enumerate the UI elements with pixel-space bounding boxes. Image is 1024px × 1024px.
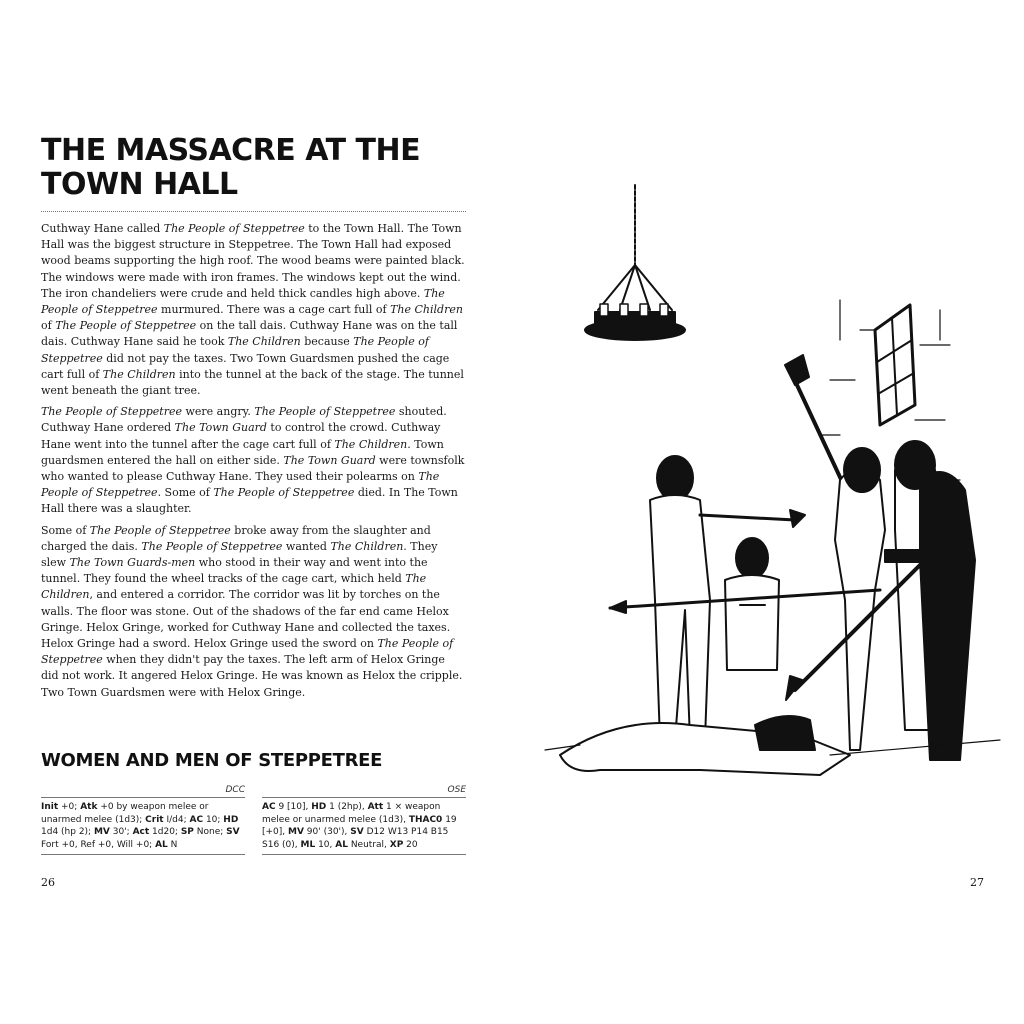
stat-key: SV bbox=[226, 827, 240, 837]
text-run: because bbox=[300, 335, 354, 349]
italic-run: The People of Steppetree bbox=[213, 486, 355, 500]
text-run: when they didn't pay the taxes. The left arm of Helox Gringe did not work. It angered Helox Gringe. He was known as Helox the cripple. Two Town Guardsmen were with Helox Gringe. bbox=[41, 653, 463, 699]
italic-run: The People of Steppetree bbox=[254, 405, 396, 419]
stat-key: AL bbox=[335, 839, 348, 850]
stat-key: AC bbox=[262, 802, 276, 812]
text-run: Cuthway Hane called bbox=[41, 222, 164, 235]
italic-run: The Children bbox=[41, 572, 427, 602]
stat-value: 30'; bbox=[109, 827, 133, 837]
italic-run: The People of Steppetree bbox=[163, 222, 305, 235]
chapter-title-line-1: THE MASSACRE AT THE bbox=[41, 133, 421, 168]
text-run: died. In The Town Hall there was a slaughter. bbox=[41, 486, 458, 516]
stat-value: 20 bbox=[403, 839, 418, 850]
text-run: wanted bbox=[282, 539, 331, 553]
text-run: were townsfolk who wanted to please Cuthway Hane. They used their polearms on bbox=[41, 453, 465, 484]
italic-run: The Town Guard bbox=[174, 421, 267, 435]
text-run: of bbox=[41, 319, 56, 333]
italic-run: The People of Steppetree bbox=[41, 405, 182, 419]
stat-key: MV bbox=[93, 827, 110, 837]
text-run: shouted. Cuthway Hane ordered bbox=[41, 405, 447, 435]
stat-value: Neutral, bbox=[347, 839, 390, 850]
stat-key: Init bbox=[41, 802, 59, 812]
italic-run: The People of Steppetree bbox=[55, 319, 197, 333]
text-run: , and entered a corridor. The corridor was lit by torches on the walls. The floor was stone. Out of the shadows of the far end came Helox Gringe. Helox Gringe, worked for Cuthway Hane and collected the taxes. Helox Gringe had a sword. Helox Gringe used the sword on bbox=[41, 588, 451, 651]
text-run: were angry. bbox=[181, 405, 255, 419]
italic-run: The People of Steppetree bbox=[41, 470, 440, 500]
section-subhead: WOMEN AND MEN OF STEPPETREE bbox=[41, 750, 383, 771]
victim-figure bbox=[725, 538, 779, 670]
stat-key: MV bbox=[288, 827, 304, 837]
stat-value: 10; bbox=[203, 814, 224, 825]
stat-key: HD bbox=[311, 802, 327, 812]
window-icon bbox=[875, 305, 915, 425]
stat-key: THAC0 bbox=[408, 814, 443, 825]
italic-run: The Children bbox=[102, 367, 176, 381]
stat-value: 9 [10], bbox=[275, 802, 312, 812]
stat-value: N bbox=[167, 839, 178, 850]
italic-run: The Children bbox=[390, 303, 463, 317]
italic-run: The People of Steppetree bbox=[41, 335, 429, 365]
text-run: to control the crowd. Cuthway Hane went into the tunnel after the cage cart full of bbox=[41, 421, 441, 451]
stat-value: 1d4 (hp 2); bbox=[41, 827, 94, 837]
chapter-title-line-2: TOWN HALL bbox=[41, 167, 238, 202]
text-run: murmured. There was a cage cart full of bbox=[157, 303, 391, 317]
text-run: to the Town Hall. The Town Hall was the biggest structure in Steppetree. The Town Hall had exposed wood beams supporting the high roof. The wood beams were painted black. The windows were made with iron frames. The windows kept out the wind. The iron chandeliers were crude and held thick candles high above. bbox=[41, 222, 465, 300]
stat-value: +0; bbox=[58, 802, 81, 812]
italic-run: The Town Guards-men bbox=[69, 556, 196, 570]
statblock-dcc bbox=[41, 785, 245, 855]
stat-value: +0 by weapon melee or unarmed melee (1d3); bbox=[41, 802, 209, 825]
guard-figures bbox=[835, 441, 975, 760]
italic-run: The People of Steppetree bbox=[89, 523, 231, 537]
text-run: . Town guardsmen entered the hall on either side. bbox=[41, 437, 444, 467]
italic-run: The Town Guard bbox=[283, 453, 376, 467]
text-run: into the tunnel at the back of the stage. The tunnel went beneath the giant tree. bbox=[41, 367, 464, 398]
stat-key: SV bbox=[350, 827, 364, 837]
stat-key: SP bbox=[180, 827, 194, 837]
stat-key: AL bbox=[155, 839, 168, 850]
italic-run: The Children bbox=[334, 437, 408, 451]
chapter-title bbox=[41, 134, 461, 202]
text-run: on the tall dais. Cuthway Hane was on the tall dais. Cuthway Hane said he took bbox=[41, 319, 458, 349]
body-paragraph bbox=[41, 221, 465, 399]
stat-key: Att bbox=[367, 802, 384, 812]
statblock-dcc-text bbox=[41, 798, 245, 855]
statblock-dcc-label: DCC bbox=[41, 785, 245, 798]
chandelier-icon bbox=[585, 185, 685, 340]
text-run: did not pay the taxes. Two Town Guardsmen pushed the cage cart full of bbox=[41, 351, 450, 381]
stat-value: 90' (30'), bbox=[303, 827, 351, 837]
stat-value: I/d4; bbox=[163, 814, 190, 825]
italic-run: The Children bbox=[330, 539, 404, 553]
statblock-ose bbox=[262, 785, 466, 855]
page-number-right: 27 bbox=[970, 876, 984, 889]
page-number-left: 26 bbox=[41, 876, 55, 889]
text-run: who stood in their way and went into the tunnel. They found the wheel tracks of the cage cart, which held bbox=[41, 556, 428, 586]
stat-key: Crit bbox=[145, 814, 164, 825]
text-run: broke away from the slaughter and charged the dais. bbox=[41, 523, 431, 553]
stat-value: Fort +0, Ref +0, Will +0; bbox=[41, 839, 156, 850]
title-divider bbox=[41, 211, 466, 212]
body-paragraph bbox=[41, 404, 465, 517]
statblock-ose-text bbox=[262, 798, 466, 855]
stat-key: XP bbox=[389, 839, 404, 850]
body-paragraph bbox=[41, 523, 465, 701]
stat-key: AC bbox=[189, 814, 204, 825]
statblock-ose-label: OSE bbox=[262, 785, 466, 798]
stat-key: HD bbox=[223, 814, 239, 825]
stat-value: 1 × weapon melee or unarmed melee (1d3), bbox=[262, 802, 441, 825]
italic-run: The People of Steppetree bbox=[41, 286, 445, 317]
italic-run: The Children bbox=[227, 335, 301, 349]
stat-key: Atk bbox=[80, 802, 98, 812]
stat-value: None; bbox=[193, 827, 227, 837]
stat-value: 1 (2hp), bbox=[326, 802, 368, 812]
italic-run: The People of Steppetree bbox=[41, 637, 454, 667]
italic-run: The People of Steppetree bbox=[141, 539, 283, 553]
guards-slaughter-illustration bbox=[540, 180, 1010, 810]
body-text bbox=[41, 221, 465, 706]
stat-value: 1d20; bbox=[149, 827, 181, 837]
stat-value: 19 [+0], bbox=[262, 814, 457, 837]
text-run: . Some of bbox=[157, 486, 214, 500]
text-run: Some of bbox=[41, 523, 90, 537]
stat-value: D12 W13 P14 B15 S16 (0), bbox=[262, 827, 449, 850]
text-run: . They slew bbox=[41, 539, 438, 570]
stat-key: ML bbox=[300, 839, 316, 850]
stat-key: Act bbox=[132, 827, 150, 837]
stat-value: 10, bbox=[315, 839, 336, 850]
